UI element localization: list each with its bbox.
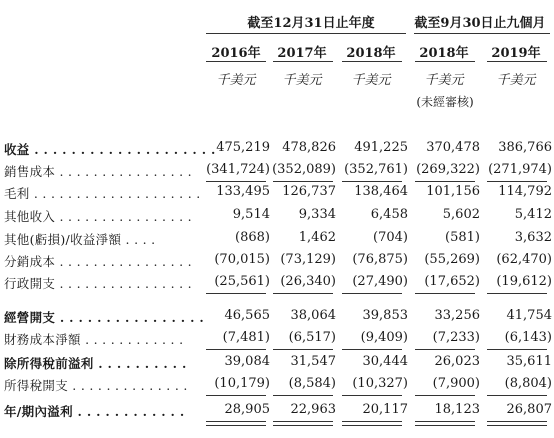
table-cell: (352,761)	[344, 162, 408, 177]
row-label: 分銷成本 . . . . . . . . . . . . . . . .	[4, 254, 192, 269]
unaudited-note: (未經審核)	[416, 95, 474, 109]
table-cell: 9,334	[298, 207, 336, 222]
year-header-2016: 2016年	[211, 46, 261, 61]
unit-label: 千美元	[496, 73, 536, 88]
total-double-rule	[487, 421, 547, 426]
table-cell: 133,495	[216, 184, 270, 199]
row-label: 行政開支 . . . . . . . . . . . . . . . .	[4, 276, 192, 291]
row-label: 除所得稅前溢利 . . . . . . . . . .	[4, 356, 187, 371]
table-cell: 46,565	[224, 308, 270, 323]
table-cell: (27,490)	[352, 274, 408, 289]
table-cell: (704)	[373, 230, 408, 245]
subtotal-rule	[273, 293, 333, 294]
table-cell: (70,015)	[214, 252, 270, 267]
subtotal-rule	[206, 293, 266, 294]
subtotal-rule	[342, 293, 402, 294]
row-label: 銷售成本 . . . . . . . . . . . . . . . .	[4, 164, 192, 179]
table-cell: (55,269)	[424, 252, 480, 267]
table-cell: (581)	[445, 230, 480, 245]
table-cell: 28,905	[224, 402, 270, 417]
table-cell: (17,652)	[424, 274, 480, 289]
row-label: 經營開支 . . . . . . . . . . . . . . . .	[4, 310, 205, 325]
table-cell: 5,602	[442, 207, 480, 222]
table-cell: (269,322)	[416, 162, 480, 177]
table-cell: (8,584)	[288, 376, 336, 391]
table-cell: 3,632	[514, 230, 552, 245]
table-cell: 39,853	[362, 308, 408, 323]
subtotal-rule	[273, 181, 333, 182]
table-cell: 22,963	[290, 402, 336, 417]
table-cell: 138,464	[354, 184, 408, 199]
table-cell: 31,547	[290, 354, 336, 369]
table-cell: (26,340)	[280, 274, 336, 289]
total-double-rule	[206, 421, 266, 426]
subtotal-rule	[342, 395, 402, 396]
total-double-rule	[273, 421, 333, 426]
year-header-2019-nine-months: 2019年	[491, 46, 541, 61]
table-cell: 33,256	[434, 308, 480, 323]
subtotal-rule	[273, 395, 333, 396]
group-header-nine-months: 截至9月30日止九個月	[414, 16, 546, 31]
year-rule	[415, 61, 475, 62]
table-cell: 475,219	[216, 140, 270, 155]
group-rule-full-year	[206, 33, 406, 34]
table-cell: (868)	[235, 230, 270, 245]
table-cell: (8,804)	[504, 376, 552, 391]
unit-label: 千美元	[424, 73, 464, 88]
table-cell: 6,458	[370, 207, 408, 222]
table-cell: (25,561)	[214, 274, 270, 289]
total-double-rule	[342, 421, 402, 426]
year-header-2018: 2018年	[346, 46, 396, 61]
table-cell: 26,023	[434, 354, 480, 369]
row-label: 所得稅開支 . . . . . . . . . . . . . .	[4, 378, 188, 393]
year-rule	[273, 61, 333, 62]
subtotal-rule	[206, 395, 266, 396]
table-cell: 18,123	[434, 402, 480, 417]
total-double-rule	[415, 421, 475, 426]
table-cell: 491,225	[354, 140, 408, 155]
table-cell: (271,974)	[488, 162, 552, 177]
table-cell: 101,156	[426, 184, 480, 199]
table-cell: (6,143)	[504, 330, 552, 345]
subtotal-rule	[415, 395, 475, 396]
subtotal-rule	[415, 181, 475, 182]
subtotal-rule	[342, 349, 402, 350]
group-rule-nine-months	[414, 33, 550, 34]
table-cell: 30,444	[362, 354, 408, 369]
year-rule	[206, 61, 266, 62]
table-cell: (10,327)	[352, 376, 408, 391]
subtotal-rule	[487, 395, 547, 396]
row-label: 收益 . . . . . . . . . . . . . . . . . . . .	[4, 142, 216, 157]
table-cell: 114,792	[498, 184, 552, 199]
year-rule	[487, 61, 547, 62]
year-rule	[342, 61, 402, 62]
table-cell: 1,462	[298, 230, 336, 245]
group-header-full-year: 截至12月31日止年度	[247, 16, 375, 31]
table-cell: 478,826	[282, 140, 336, 155]
table-cell: 26,807	[506, 402, 552, 417]
row-label: 毛利 . . . . . . . . . . . . . . . . . . . .	[4, 186, 201, 201]
table-cell: (7,900)	[432, 376, 480, 391]
table-cell: (19,612)	[496, 274, 552, 289]
table-cell: (10,179)	[214, 376, 270, 391]
table-cell: (6,517)	[288, 330, 336, 345]
table-cell: (352,089)	[272, 162, 336, 177]
subtotal-rule	[273, 349, 333, 350]
table-cell: (76,875)	[352, 252, 408, 267]
table-cell: 370,478	[426, 140, 480, 155]
table-cell: 20,117	[362, 402, 408, 417]
year-header-2018-nine-months: 2018年	[419, 46, 469, 61]
table-cell: (9,409)	[360, 330, 408, 345]
unit-label: 千美元	[282, 73, 322, 88]
table-cell: 41,754	[506, 308, 552, 323]
table-cell: (62,470)	[496, 252, 552, 267]
unit-label: 千美元	[351, 73, 391, 88]
row-label: 其他(虧損)/收益淨額 . . . .	[4, 232, 156, 247]
subtotal-rule	[487, 181, 547, 182]
subtotal-rule	[206, 349, 266, 350]
subtotal-rule	[487, 349, 547, 350]
table-cell: (7,481)	[222, 330, 270, 345]
table-cell: 126,737	[282, 184, 336, 199]
row-label: 年/期內溢利 . . . . . . . . . . . .	[4, 404, 185, 419]
subtotal-rule	[415, 293, 475, 294]
year-header-2017: 2017年	[277, 46, 327, 61]
table-cell: 9,514	[232, 207, 270, 222]
unit-label: 千美元	[216, 73, 256, 88]
subtotal-rule	[342, 181, 402, 182]
table-cell: 39,084	[224, 354, 270, 369]
table-cell: (73,129)	[280, 252, 336, 267]
table-cell: 38,064	[290, 308, 336, 323]
table-cell: (341,724)	[206, 162, 270, 177]
table-cell: (7,233)	[432, 330, 480, 345]
subtotal-rule	[415, 349, 475, 350]
table-cell: 5,412	[514, 207, 552, 222]
row-label: 財務成本淨額 . . . . . . . . . . . .	[4, 332, 184, 347]
subtotal-rule	[206, 181, 266, 182]
row-label: 其他收入 . . . . . . . . . . . . . . . .	[4, 209, 192, 224]
table-cell: 386,766	[498, 140, 552, 155]
table-cell: 35,611	[506, 354, 552, 369]
subtotal-rule	[487, 293, 547, 294]
